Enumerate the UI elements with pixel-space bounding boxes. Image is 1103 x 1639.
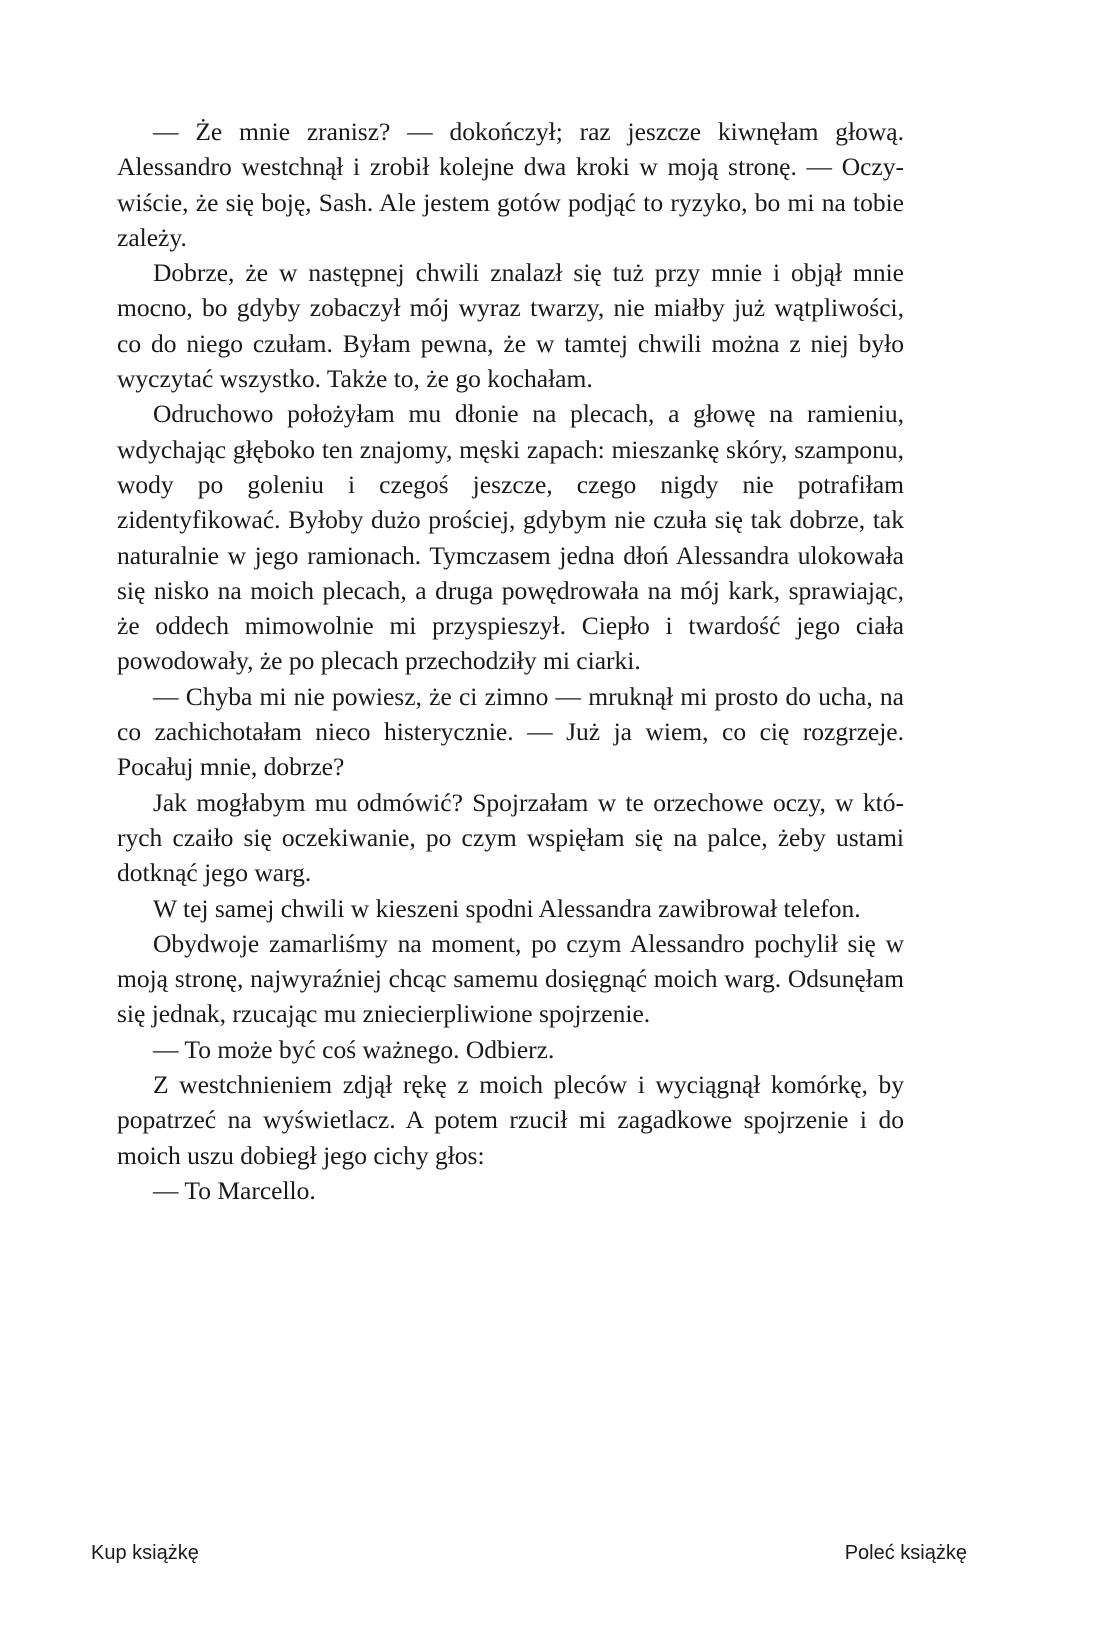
paragraph-4: — Chyba mi nie powiesz, że ci zimno — mruknął mi prosto do ucha, na co zachichotałam nieco histerycznie. — Już ja wiem, co cię rozgrzeje. Pocałuj mnie, dobrze? (117, 681, 904, 782)
paragraph-9: Z westchnieniem zdjął rękę z moich pleców i wyciągnął komórkę, by popatrzeć na wyświetlacz. A potem rzucił mi zagadkowe spojrzenie i do moich uszu dobiegł jego cichy głos: (117, 1070, 904, 1170)
buy-book-link[interactable]: Kup książkę (91, 1542, 199, 1564)
paragraph-10: — To Marcello. (153, 1175, 316, 1205)
paragraph-6: W tej samej chwili w kieszeni spodni Alessandra zawibrował telefon. (153, 893, 861, 923)
paragraph-7: Obydwoje zamarliśmy na moment, po czym Alessandro pochylił się w moją stronę, najwyraźniej chcąc samemu dosięgnąć moich warg. Odsunęłam się jednak, rzucając mu zniecierpliwione spojrzenie. (117, 928, 904, 1029)
paragraph-2: Dobrze, że w następnej chwili znalazł się tuż przy mnie i objął mnie mocno, bo gdyby zobaczył mój wyraz twarzy, nie miałby już wątpliwości, co do niego czułam. Byłam pewna, że w tamtej chwili można z niej było wyczytać wszystko. Także to, że go kochałam. (117, 258, 904, 394)
page-body (117, 114, 904, 1208)
paragraph-3: Odruchowo położyłam mu dłonie na plecach, a głowę na ramieniu, wdychając głęboko ten znajomy, męski zapach: mieszankę skóry, szamponu, wody po goleniu i czegoś jeszcze, czego nigdy nie potrafiłam zidentyfikować. Byłoby dużo prościej, gdybym nie czuła się tak dobrze, tak naturalnie w jego ramionach. Tymczasem jedna dłoń Alessandra ulokowała się nisko na moich plecach, a druga powędrowała na mój kark, sprawiając, że oddech mimowolnie mi przyspieszył. Ciepło i twardość jego ciała powodowały, że po plecach przechodziły mi ciarki. (117, 399, 904, 676)
paragraph-8: — To może być coś ważnego. Odbierz. (153, 1034, 555, 1064)
paragraph-5: Jak mogłabym mu odmówić? Spojrzałam w te orzechowe oczy, w których czaiło się oczekiwanie, po czym wspięłam się na palce, żeby ustami dotknąć jego warg. (117, 787, 904, 888)
recommend-book-link[interactable]: Poleć książkę (844, 1542, 967, 1564)
paragraph-1: — Że mnie zranisz? — dokończył; raz jeszcze kiwnęłam głową. Alessandro westchnął i zrobił kolejne dwa kroki w moją stronę. — Oczywiście, że się boję, Sash. Ale jestem gotów podjąć to ryzyko, bo mi na tobie zależy. (117, 117, 904, 252)
